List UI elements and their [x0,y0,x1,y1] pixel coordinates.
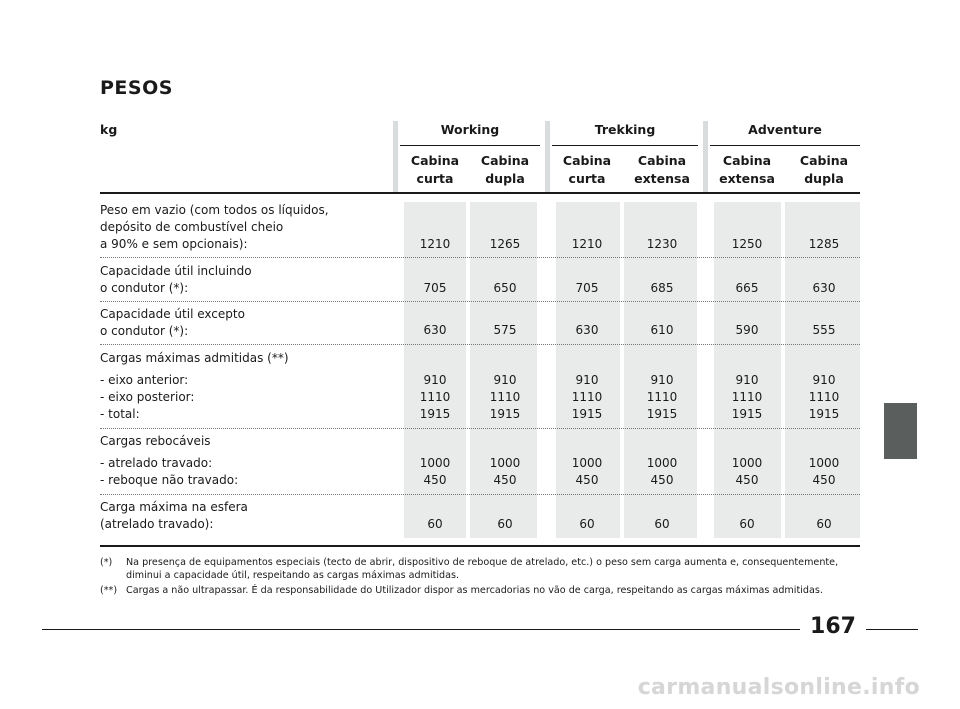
subheader: Cabina extensa [634,153,690,186]
table-cell: 1250 [731,237,763,251]
table-cell: 60 [739,517,755,531]
subheader: Cabina dupla [480,153,530,186]
table-cell: 910 1110 1915 [646,373,678,421]
row-sublabels-cargas-rebocaveis: - atrelado travado: - reboque não travado: [100,456,239,487]
row-divider [100,344,860,345]
row-divider [100,257,860,258]
table-cell: 910 1110 1915 [419,373,451,421]
group-divider [545,121,550,193]
table-cell: 630 [812,281,836,295]
table-cell: 60 [427,517,443,531]
table-cell: 60 [497,517,513,531]
row-label-carga-esfera: Carga máxima na esfera (atrelado travado): [100,500,248,531]
table-cell: 590 [735,323,759,337]
subheader: Cabina curta [410,153,460,186]
group-underline [400,145,540,146]
table-cell: 1000 450 [571,456,603,487]
table-cell: 555 [812,323,836,337]
subheader: Cabina dupla [799,153,849,186]
group-divider [393,121,398,193]
row-divider [100,301,860,302]
footer-rule [866,629,918,630]
table-cell: 1000 450 [646,456,678,487]
group-header-working: Working [440,122,500,137]
table-cell: 610 [650,323,674,337]
table-cell: 1210 [419,237,451,251]
group-header-adventure: Adventure [748,122,822,137]
table-cell: 1000 450 [731,456,763,487]
table-cell: 1000 450 [808,456,840,487]
table-cell: 60 [654,517,670,531]
table-cell: 705 [575,281,599,295]
table-cell: 910 1110 1915 [571,373,603,421]
table-cell: 685 [650,281,674,295]
footer-rule [42,629,800,630]
row-label-capacidade-excepto: Capacidade útil excepto o condutor (*): [100,307,245,338]
row-divider [100,428,860,429]
table-cell: 910 1110 1915 [731,373,763,421]
row-label-capacidade-incluindo: Capacidade útil incluindo o condutor (*): [100,264,252,295]
page-title: PESOS [100,77,173,99]
table-cell: 630 [423,323,447,337]
table-cell: 60 [579,517,595,531]
footnote: (**) Cargas a não ultrapassar. É da responsabilidade do Utilizador dispor as mercadorias no vão de carga, respeitando as cargas máximas admitidas. [100,585,823,596]
table-cell: 1285 [808,237,840,251]
table-cell: 1000 450 [489,456,521,487]
table-cell: 650 [493,281,517,295]
table-cell: 60 [816,517,832,531]
table-cell: 1210 [571,237,603,251]
table-cell: 575 [493,323,517,337]
table-cell: 910 1110 1915 [489,373,521,421]
table-cell: 665 [735,281,759,295]
unit-label: kg [100,122,118,137]
subheader: Cabina curta [562,153,612,186]
section-tab [884,403,917,459]
table-cell: 910 1110 1915 [808,373,840,421]
row-label-cargas-maximas: Cargas máximas admitidas (**) [100,351,289,365]
group-underline [552,145,698,146]
table-cell: 1230 [646,237,678,251]
footnote: (*) Na presença de equipamentos especiais (tecto de abrir, dispositivo de reboque de atrelado, etc.) o peso sem carga aumenta e, consequentemente, diminui a capacidade útil, respeitando as cargas máximas admitidas. [100,557,839,581]
table-cell: 630 [575,323,599,337]
group-underline [710,145,860,146]
group-divider [703,121,708,193]
table-cell: 1265 [489,237,521,251]
row-label-peso-vazio: Peso em vazio (com todos os líquidos, depósito de combustível cheio a 90% e sem opcionais): [100,203,329,251]
table-cell: 1000 450 [419,456,451,487]
header-rule [100,192,860,194]
table-bottom-rule [100,545,860,547]
row-label-cargas-rebocaveis: Cargas rebocáveis [100,434,211,448]
row-divider [100,494,860,495]
watermark: carmanualsonline.info [637,675,920,700]
row-sublabels-cargas-maximas: - eixo anterior: - eixo posterior: - total: [100,373,195,421]
page-number: 167 [810,614,856,639]
table-cell: 705 [423,281,447,295]
subheader: Cabina extensa [719,153,775,186]
group-header-trekking: Trekking [594,122,656,137]
